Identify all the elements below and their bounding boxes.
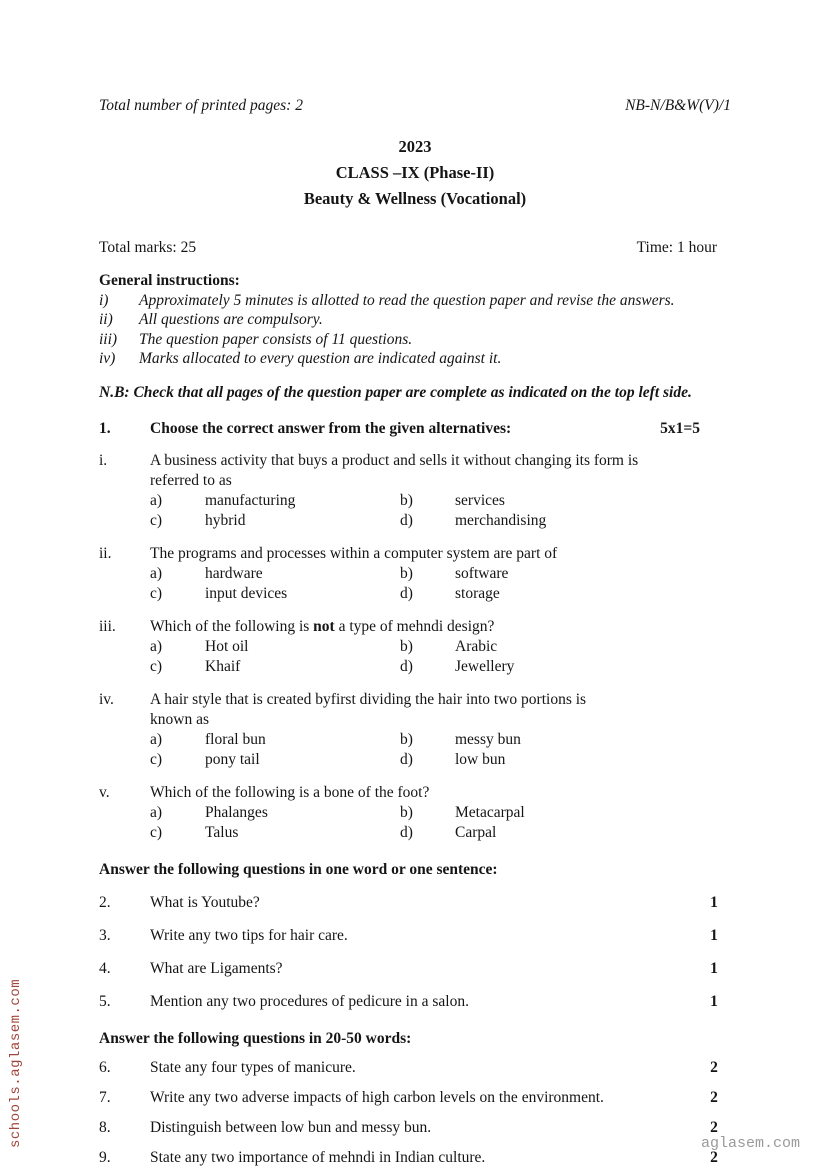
question-number: 6. xyxy=(99,1059,111,1077)
option-letter: c) xyxy=(150,824,163,842)
option-row xyxy=(150,803,731,823)
option-text: storage xyxy=(455,585,500,603)
question-number: 5. xyxy=(99,992,111,1010)
instruction-item xyxy=(99,330,731,350)
question-marks: 2 xyxy=(710,1148,718,1166)
option-row xyxy=(150,584,731,604)
sub-question-number: ii. xyxy=(99,545,112,563)
option-text: merchandising xyxy=(455,512,547,530)
sub-question-number: iv. xyxy=(99,691,114,709)
option-row xyxy=(150,491,731,511)
marks-time-row xyxy=(99,238,731,258)
instruction-item xyxy=(99,310,731,330)
sub-question-iv xyxy=(99,690,731,770)
instruction-item xyxy=(99,349,731,369)
option-row xyxy=(150,823,731,843)
option-text: floral bun xyxy=(205,731,266,749)
printed-pages-note: Total number of printed pages: 2 xyxy=(99,97,303,114)
sub-question-text: Which of the following is not a type of mehndi design? xyxy=(150,618,495,636)
option-letter: d) xyxy=(400,751,413,769)
sub-question-body xyxy=(150,783,731,843)
option-text: Phalanges xyxy=(205,804,268,822)
option-row xyxy=(150,564,731,584)
option-letter: c) xyxy=(150,585,163,603)
option-letter: a) xyxy=(150,638,163,656)
sub-question-body xyxy=(150,617,731,677)
option-text: manufacturing xyxy=(205,492,296,510)
option-row xyxy=(150,730,731,750)
option-text: software xyxy=(455,565,509,583)
instruction-text: All questions are compulsory. xyxy=(139,311,323,329)
question-row-7 xyxy=(99,1088,731,1108)
option-letter: a) xyxy=(150,565,163,583)
sub-question-text: A business activity that buys a product and sells it without changing its form is xyxy=(150,452,639,470)
question-1-marks: 5x1=5 xyxy=(660,419,700,437)
sub-question-i xyxy=(99,451,731,531)
option-row xyxy=(150,511,731,531)
option-text: Arabic xyxy=(455,638,498,656)
sub-question-iii xyxy=(99,617,731,677)
option-text: input devices xyxy=(205,585,288,603)
option-letter: b) xyxy=(400,492,413,510)
sub-question-body xyxy=(150,451,731,531)
exam-year: 2023 xyxy=(398,136,432,156)
option-text: hybrid xyxy=(205,512,246,530)
nb-note: N.B: Check that all pages of the question paper are complete as indicated on the top left side. xyxy=(99,383,692,401)
option-text: Talus xyxy=(205,824,239,842)
option-text: Hot oil xyxy=(205,638,249,656)
question-number: 9. xyxy=(99,1148,111,1166)
sub-question-body xyxy=(150,544,731,604)
option-letter: d) xyxy=(400,658,413,676)
option-row xyxy=(150,637,731,657)
question-row-5 xyxy=(99,992,731,1012)
question-row-6 xyxy=(99,1058,731,1078)
sub-question-text: known as xyxy=(150,711,209,729)
question-marks: 1 xyxy=(710,959,718,977)
option-row xyxy=(150,657,731,677)
class-title: CLASS –IX (Phase-II) xyxy=(335,162,495,182)
question-marks: 1 xyxy=(710,894,718,912)
question-text: Mention any two procedures of pedicure in a salon. xyxy=(150,992,469,1010)
question-text: State any four types of manicure. xyxy=(150,1059,356,1077)
paper-code: NB-N/B&W(V)/1 xyxy=(625,97,731,114)
section-one-word-heading: Answer the following questions in one word or one sentence: xyxy=(99,861,498,879)
question-text: State any two importance of mehndi in Indian culture. xyxy=(150,1148,486,1166)
question-text: Write any two tips for hair care. xyxy=(150,927,348,945)
sub-question-number: v. xyxy=(99,784,110,802)
sub-question-text: Which of the following is a bone of the foot? xyxy=(150,784,430,802)
option-text: low bun xyxy=(455,751,506,769)
corner-watermark: aglasem.com xyxy=(700,1134,800,1152)
question-text: Distinguish between low bun and messy bun. xyxy=(150,1119,432,1137)
instruction-number: iii) xyxy=(99,330,118,348)
subject-title: Beauty & Wellness (Vocational) xyxy=(303,189,527,209)
sub-question-ii xyxy=(99,544,731,604)
question-text: What are Ligaments? xyxy=(150,959,283,977)
sub-question-number: i. xyxy=(99,452,108,470)
question-number: 7. xyxy=(99,1089,111,1107)
option-text: messy bun xyxy=(455,731,521,749)
question-number: 3. xyxy=(99,927,111,945)
top-meta-row xyxy=(99,96,731,116)
question-row-3 xyxy=(99,926,731,946)
question-number: 2. xyxy=(99,894,111,912)
sub-question-text: referred to as xyxy=(150,472,232,490)
question-marks: 1 xyxy=(710,992,718,1010)
option-letter: c) xyxy=(150,751,163,769)
general-instructions-heading: General instructions: xyxy=(99,271,240,289)
question-marks: 2 xyxy=(710,1059,718,1077)
question-1-header xyxy=(99,419,731,439)
section-short-answer-heading: Answer the following questions in 20-50 words: xyxy=(99,1029,412,1047)
option-text: services xyxy=(455,492,505,510)
option-letter: d) xyxy=(400,512,413,530)
option-text: Jewellery xyxy=(455,658,515,676)
sub-question-text: A hair style that is created byfirst dividing the hair into two portions is xyxy=(150,691,587,709)
option-letter: c) xyxy=(150,512,163,530)
question-row-8 xyxy=(99,1118,731,1138)
sub-question-number: iii. xyxy=(99,618,116,636)
option-text: Metacarpal xyxy=(455,804,525,822)
option-letter: a) xyxy=(150,492,163,510)
question-text: What is Youtube? xyxy=(150,894,260,912)
question-text: Write any two adverse impacts of high carbon levels on the environment. xyxy=(150,1089,604,1107)
instruction-item xyxy=(99,291,731,311)
option-letter: a) xyxy=(150,804,163,822)
option-letter: b) xyxy=(400,638,413,656)
option-text: Khaif xyxy=(205,658,241,676)
time-label: Time: 1 hour xyxy=(636,239,717,257)
total-marks-label: Total marks: 25 xyxy=(99,239,197,257)
instruction-text: Marks allocated to every question are indicated against it. xyxy=(139,350,502,368)
emphasized-word: not xyxy=(313,618,335,636)
instruction-text: Approximately 5 minutes is allotted to read the question paper and revise the answers. xyxy=(139,291,675,309)
question-row-4 xyxy=(99,959,731,979)
question-1-heading: Choose the correct answer from the given alternatives: xyxy=(150,419,512,437)
option-letter: b) xyxy=(400,804,413,822)
option-letter: a) xyxy=(150,731,163,749)
question-row-9 xyxy=(99,1148,731,1168)
question-number: 1. xyxy=(99,419,111,437)
question-marks: 2 xyxy=(710,1089,718,1107)
option-text: hardware xyxy=(205,565,263,583)
question-marks: 1 xyxy=(710,927,718,945)
option-letter: b) xyxy=(400,565,413,583)
side-watermark: schools.aglasem.com xyxy=(8,978,24,1148)
option-letter: d) xyxy=(400,824,413,842)
instruction-number: ii) xyxy=(99,311,113,329)
option-letter: c) xyxy=(150,658,163,676)
option-row xyxy=(150,750,731,770)
instruction-number: i) xyxy=(99,291,109,309)
instruction-number: iv) xyxy=(99,350,116,368)
sub-question-text: The programs and processes within a computer system are part of xyxy=(150,545,558,563)
option-letter: d) xyxy=(400,585,413,603)
option-text: Carpal xyxy=(455,824,497,842)
question-marks: 2 xyxy=(710,1119,718,1137)
question-row-2 xyxy=(99,893,731,913)
sub-question-body xyxy=(150,690,731,770)
instruction-text: The question paper consists of 11 questions. xyxy=(139,330,413,348)
question-number: 8. xyxy=(99,1119,111,1137)
option-text: pony tail xyxy=(205,751,260,769)
sub-question-v xyxy=(99,783,731,843)
option-letter: b) xyxy=(400,731,413,749)
question-number: 4. xyxy=(99,959,111,977)
